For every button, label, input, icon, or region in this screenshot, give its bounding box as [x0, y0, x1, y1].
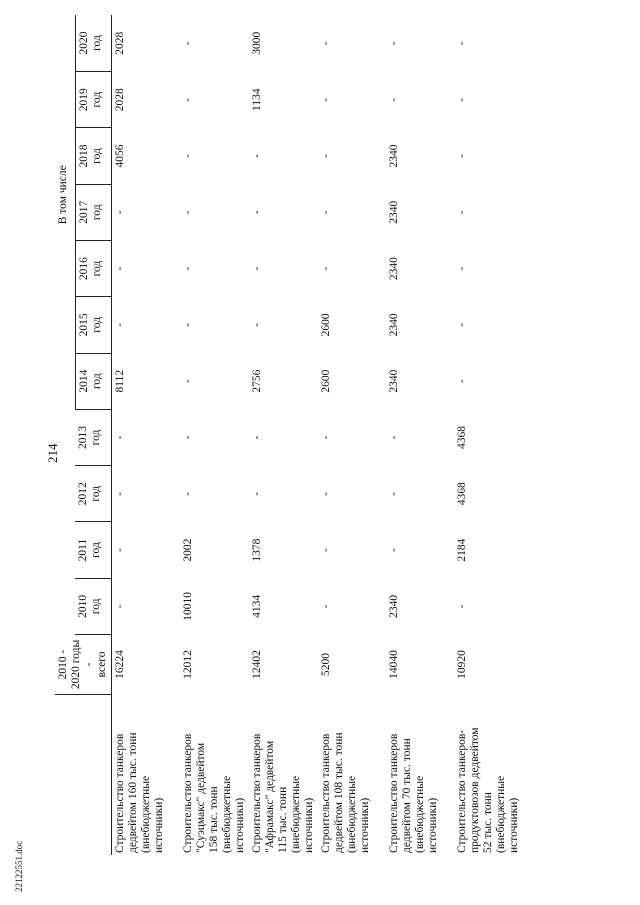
- row-name-line: источники): [153, 797, 165, 853]
- row-name-line: 115 тыс. тонн: [277, 786, 289, 853]
- row-name-cell: [454, 694, 523, 855]
- row-name-cell: [180, 694, 249, 855]
- table-body: [112, 15, 524, 855]
- header-year: 2017: [77, 200, 90, 224]
- header-year-unit: год: [90, 204, 103, 221]
- row-year-value-cell: -: [182, 154, 194, 158]
- row-name-line: 158 тыс. тонн: [208, 786, 220, 853]
- header-year-unit: год: [90, 485, 103, 502]
- row-year-value-cell: -: [182, 491, 194, 496]
- investment-table-rotated: [55, 15, 615, 855]
- row-year-value-cell: 2340: [388, 369, 400, 393]
- row-year-value-cell: -: [456, 210, 468, 215]
- row-year-value-cell: 2340: [388, 257, 400, 281]
- header-year: 2019: [77, 88, 90, 112]
- header-year-unit: год: [90, 260, 103, 277]
- header-year: 2013: [77, 425, 90, 449]
- header-year-unit: год: [90, 542, 103, 558]
- header-year-cell: [75, 522, 111, 578]
- header-year-cell: [75, 297, 111, 353]
- row-name-line: источники): [359, 797, 371, 853]
- row-year-value-cell: -: [388, 435, 400, 440]
- table-row: [386, 15, 454, 855]
- row-name-line: (внебюджетные: [221, 775, 233, 853]
- header-year: 2020: [77, 31, 90, 55]
- row-year-value-cell: -: [114, 210, 126, 215]
- row-year-value-cell: -: [182, 210, 194, 215]
- row-year-value-cell: 2756: [251, 369, 263, 393]
- header-name-cell: [55, 694, 112, 855]
- header-year-unit: год: [90, 373, 103, 390]
- row-year-value-cell: 2340: [388, 144, 400, 168]
- header-group-label: В том числе: [57, 165, 69, 225]
- row-name-line: 52 тыс. тонн: [482, 792, 494, 853]
- row-year-value-cell: -: [251, 154, 263, 158]
- row-year-value-cell: -: [388, 41, 400, 46]
- header-total-line: всего: [96, 651, 108, 678]
- row-year-value-cell: 3000: [251, 31, 263, 55]
- row-name-line: (внебюджетные: [495, 775, 507, 853]
- row-year-value-cell: -: [182, 266, 194, 271]
- header-year: 2015: [77, 313, 90, 337]
- header-year-unit: год: [90, 35, 103, 51]
- header-total-cell: [55, 635, 112, 695]
- header-year-unit: год: [90, 91, 103, 108]
- row-year-value-cell: -: [114, 491, 126, 496]
- header-year: 2016: [77, 257, 90, 281]
- row-year-value-cell: 2002: [182, 538, 194, 562]
- row-name-cell: [318, 694, 386, 855]
- row-year-value-cell: 2600: [320, 313, 332, 337]
- table-row: [180, 15, 249, 855]
- header-year-cell: [75, 240, 111, 296]
- row-year-value-cell: -: [320, 97, 332, 102]
- row-year-value-cell: 8112: [114, 369, 126, 393]
- header-year-unit: год: [90, 148, 103, 164]
- header-year-cell: [75, 15, 111, 72]
- row-name-line: продуктовозов дедвейтом: [469, 727, 481, 853]
- row-year-value-cell: -: [182, 41, 194, 46]
- row-year-value-cell: -: [182, 322, 194, 327]
- row-name-line: источники): [303, 797, 315, 853]
- header-year-cell: [75, 466, 111, 522]
- row-year-value-cell: -: [114, 604, 126, 609]
- header-year-cell: [75, 409, 111, 465]
- row-year-value-cell: -: [251, 491, 263, 496]
- row-total-cell: 16224: [114, 650, 126, 679]
- row-year-value-cell: 2184: [456, 538, 468, 562]
- header-year: 2014: [77, 369, 90, 393]
- row-year-value-cell: -: [320, 604, 332, 609]
- row-year-value-cell: 2028: [114, 88, 126, 112]
- row-year-value-cell: 4368: [456, 425, 468, 449]
- row-year-value-cell: -: [456, 154, 468, 158]
- row-year-value-cell: -: [320, 41, 332, 46]
- row-name-line: дедвейтом 160 тыс. тонн: [127, 732, 139, 853]
- row-year-value-cell: -: [182, 97, 194, 102]
- row-year-value-cell: 2600: [320, 369, 332, 393]
- row-total-cell: 5200: [320, 652, 332, 676]
- row-name-line: "Афрамакс" дедвейтом: [264, 740, 276, 853]
- row-year-value-cell: -: [456, 97, 468, 102]
- row-year-value-cell: -: [320, 266, 332, 271]
- row-year-value-cell: 4056: [114, 144, 126, 168]
- row-year-value-cell: 2028: [114, 31, 126, 55]
- row-year-value-cell: -: [388, 97, 400, 102]
- header-year-unit: год: [90, 429, 103, 446]
- row-year-value-cell: 10010: [182, 591, 194, 621]
- row-year-value-cell: 2340: [388, 200, 400, 224]
- header-year: 2010: [77, 594, 90, 618]
- row-name-line: Строительство танкеров: [182, 733, 194, 853]
- row-year-value-cell: -: [182, 435, 194, 440]
- table-row: [318, 15, 386, 855]
- row-name-cell: [112, 694, 181, 855]
- row-name-line: источники): [427, 797, 439, 853]
- row-name-line: Строительство танкеров-: [456, 729, 468, 853]
- row-year-value-cell: -: [456, 379, 468, 384]
- row-year-value-cell: -: [251, 322, 263, 327]
- row-year-value-cell: -: [320, 435, 332, 440]
- table-row: [112, 15, 181, 855]
- row-year-value-cell: -: [251, 266, 263, 271]
- row-total-cell: 14040: [388, 650, 400, 679]
- investment-table: [55, 15, 523, 855]
- header-year: 2018: [77, 144, 90, 168]
- row-name-line: (внебюджетные: [346, 775, 358, 853]
- header-total-line: 2020 годы -: [70, 639, 95, 690]
- row-year-value-cell: -: [388, 548, 400, 552]
- row-year-value-cell: 4368: [456, 482, 468, 506]
- row-name-cell: [386, 694, 454, 855]
- row-name-line: дедвейтом 70 тыс. тонн: [401, 738, 413, 853]
- table-row: [454, 15, 523, 855]
- header-group-cell: [55, 15, 75, 635]
- row-total-cell: 12012: [182, 650, 194, 679]
- row-name-line: источники): [508, 797, 520, 853]
- row-name-line: источники): [234, 797, 246, 853]
- row-year-value-cell: -: [182, 379, 194, 384]
- header-year-unit: год: [90, 598, 103, 615]
- header-year-cell: [75, 128, 111, 184]
- row-name-cell: [249, 694, 318, 855]
- header-year-unit: год: [90, 317, 103, 333]
- row-year-value-cell: -: [320, 154, 332, 158]
- row-year-value-cell: 2340: [388, 313, 400, 337]
- header-year: 2012: [77, 482, 90, 506]
- table-row: [249, 15, 318, 855]
- page-number: 214: [45, 443, 60, 463]
- row-year-value-cell: 1378: [251, 538, 263, 562]
- header-total-line: 2010 -: [57, 649, 69, 680]
- row-total-cell: 10920: [456, 650, 468, 679]
- row-name-line: (внебюджетные: [140, 775, 152, 853]
- row-year-value-cell: -: [114, 435, 126, 440]
- row-year-value-cell: 2340: [388, 594, 400, 618]
- row-year-value-cell: -: [114, 266, 126, 271]
- row-name-line: Строительство танкеров: [114, 733, 126, 853]
- header-row-group: [55, 15, 75, 855]
- row-name-line: "Суэцмакс" дедвейтом: [195, 742, 207, 853]
- header-year-cell: [75, 353, 111, 409]
- row-name-line: Строительство танкеров: [388, 733, 400, 853]
- row-year-value-cell: -: [320, 210, 332, 215]
- row-year-value-cell: -: [456, 41, 468, 46]
- header-year: 2011: [77, 538, 90, 562]
- row-year-value-cell: -: [320, 491, 332, 496]
- row-year-value-cell: -: [251, 435, 263, 440]
- row-year-value-cell: -: [320, 548, 332, 552]
- row-name-line: дедвейтом 108 тыс. тонн: [333, 732, 345, 853]
- row-name-line: Строительство танкеров: [251, 733, 263, 853]
- row-total-cell: 12402: [251, 650, 263, 679]
- header-year-cell: [75, 72, 111, 128]
- row-year-value-cell: -: [456, 266, 468, 271]
- row-year-value-cell: 1134: [251, 88, 263, 111]
- row-year-value-cell: -: [388, 491, 400, 496]
- row-name-line: Строительство танкеров: [320, 733, 332, 853]
- row-year-value-cell: -: [251, 210, 263, 215]
- row-year-value-cell: -: [456, 322, 468, 327]
- footer-filename: 22122551.doc: [14, 840, 24, 892]
- row-year-value-cell: -: [114, 322, 126, 327]
- row-name-line: (внебюджетные: [290, 775, 302, 853]
- row-name-line: (внебюджетные: [414, 775, 426, 853]
- row-year-value-cell: -: [114, 548, 126, 552]
- row-year-value-cell: 4134: [251, 594, 263, 618]
- header-year-cell: [75, 578, 111, 634]
- row-year-value-cell: -: [456, 604, 468, 609]
- header-year-cell: [75, 184, 111, 240]
